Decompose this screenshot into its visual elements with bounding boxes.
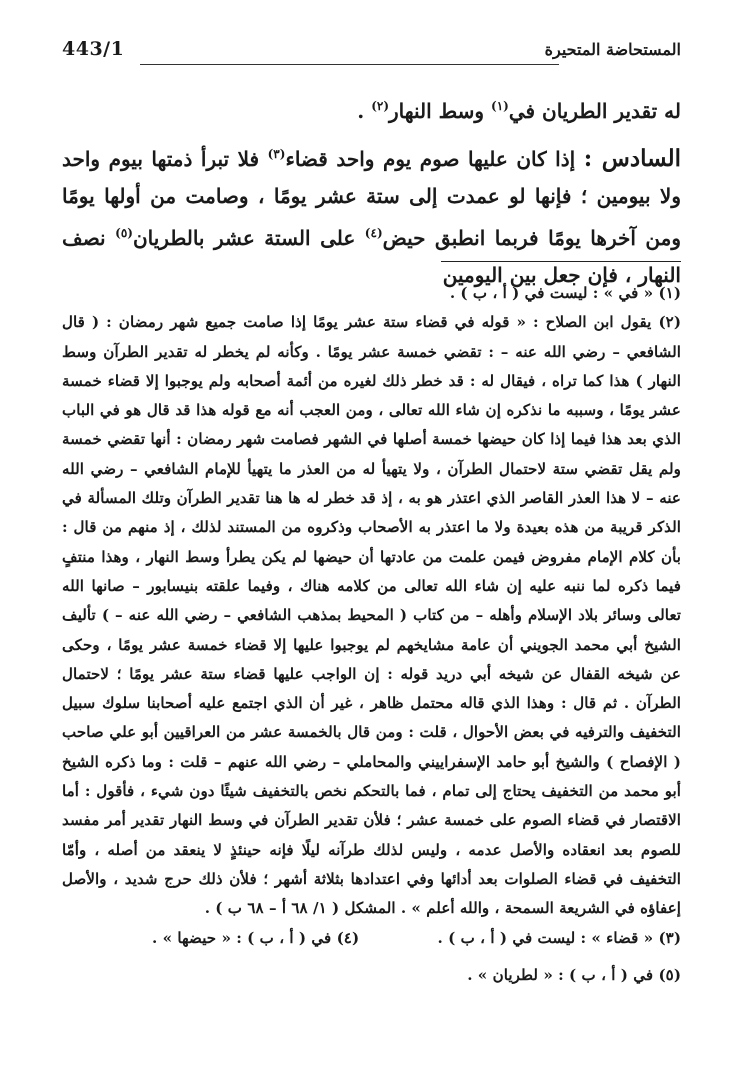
footnote-separator [441,261,681,262]
footnote-ref-3[interactable]: (٣) [267,147,286,161]
footnote-3: (٣) « قضاء » : ليست في ( أ ، ب ) . [437,928,681,947]
footnote-ref-1[interactable]: (١) [491,99,509,113]
paragraph-part-b: فلا تبرأ ذمتها بيوم واحد ولا بيومين ؛ فإنها لو عمدت إلى ستة عشر يومًا ، وصامت من أولها يومًا ومن آخرها يومًا فربما انطبق حيض [62,147,681,250]
header-rule [140,64,559,65]
footnote-1: (١) « في » : ليست في ( أ ، ب ) . [449,284,681,302]
footnote-row-3-4 [62,924,681,953]
continuation-line [62,88,681,130]
page-header [62,38,681,68]
footnote-4: (٤) في ( أ ، ب ) : « حيضها » . [152,928,360,947]
section-paragraph [62,136,681,294]
footnote-ref-5[interactable]: (٥) [115,226,133,240]
paragraph-part-d: نصف النهار ، فإن جعل بين اليومين [62,226,681,287]
line1-end: . [357,99,372,123]
running-title: المستحاضة المتحيرة [544,40,681,59]
footnote-2: (٢) يقول ابن الصلاح : « قوله في قضاء ستة عشر يومًا إذا صامت جميع شهر رمضان : ( قال الشافعي – رضي الله عنه – : تقضي خمسة عشر يومًا . وكأنه لم يخطر له تقدير الطرآن وسط النهار ) هذا كما تراه ، فيقال له : قد خطر ذلك لغيره من أئمة أصحابه ولم يوجبوا إلا قضاء خمسة عشر يومًا ، وسببه ما نذكره إن شاء الله تعالى ، ومن العجب أنه مع قوله هذا قد قال هو في الباب الذي بعد هذا فيما إذا كان حيضها خمسة أصلها في الشهر فصامت شهر رمضان : أنها تقضي خمسة ولم يقل تقضي ستة لاحتمال الطرآن ، ولا يتهيأ له من العذر ما يتهيأ للإمام الشافعي – رضي الله عنه – لا هذا العذر القاصر الذي اعتذر هو به ، إذ قد خطر له ها هنا تقدير الطرآن وتلك المسألة في الذكر قريبة من هذه بعيدة ولا ما اعتذر به الأصحاب وذكروه من المستند لذلك ، إذ منهم من قال : بأن كلام الإمام مفروض فيمن علمت من عادتها أن حيضها لم يكن يطرأ وسط النهار ، وهذا منتفٍ فيما ذكره لما ننبه عليه إن شاء الله تعالى من كلامه هناك ، وفيما علقته بنيسابور – صانها الله تعالى وسائر بلاد الإسلام وأهله – من كتاب ( المحيط بمذهب الشافعي – رضي الله عنه – ) تأليف الشيخ أبي محمد الجويني أن عامة مشايخهم لم يوجبوا عليها إلا قضاء خمسة عشر يومًا ، وحكى عن شيخه القفال عن شيخه أبي دريد قوله : إن الواجب عليها قضاء ستة عشر يومًا ؛ لاحتمال الطرآن . ثم قال : وهذا الذي قاله محتمل ظاهر ، غير أن الذي اجتمع عليه أصحابنا سلوك سبيل التخفيف والترفيه في بعض الأحوال ، قلت : ومن قال بالخمسة عشر من العراقيين أبو علي صاحب ( الإفصاح ) والشيخ أبو حامد الإسفراييني والمحاملي – رضي الله عنهم – قلت : وما ذكره الشيخ أبو محمد من التخفيف يحتاج إلى تمام ، فما بالتحكم نخص بالتخفيف شيئًا دون شيء ، فأقول : أما الاقتصار في قضاء الصوم على خمسة عشر ؛ فلأن تقدير الطرآن في وسط النهار تقدير أمر مفسد للصوم بعد انعقاده والأصل عدمه ، وليس لذلك طرآنه ليلًا فإنه حينئذٍ لا ينعقد من أصله ، وأمّا التخفيف في قضاء الصلوات بعد أدائها وفي اعتدادها بثلاثة أشهر ؛ فلأن ذلك حرج شديد ، والأصل إعفاؤه في الشريعة السمحة ، والله أعلم » . المشكل ( ١/ ٦٨ أ – ٦٨ ب ) . [62,313,681,918]
line1-mid: وسط النهار [389,99,491,123]
line1-text: له تقدير الطريان في [508,99,681,123]
paragraph-part-c: على الستة عشر بالطريان [132,226,365,250]
paragraph-part-a: إذا كان عليها صوم يوم واحد قضاء [285,147,584,171]
section-title: السادس : [583,145,681,172]
main-text [62,88,681,294]
page-number: 443/1 [62,38,125,60]
footnote-ref-2[interactable]: (٢) [371,99,390,113]
footnote-ref-4[interactable]: (٤) [364,226,383,240]
footnotes [62,279,681,990]
footnote-5: (٥) في ( أ ، ب ) : « لطريان » . [467,965,681,984]
